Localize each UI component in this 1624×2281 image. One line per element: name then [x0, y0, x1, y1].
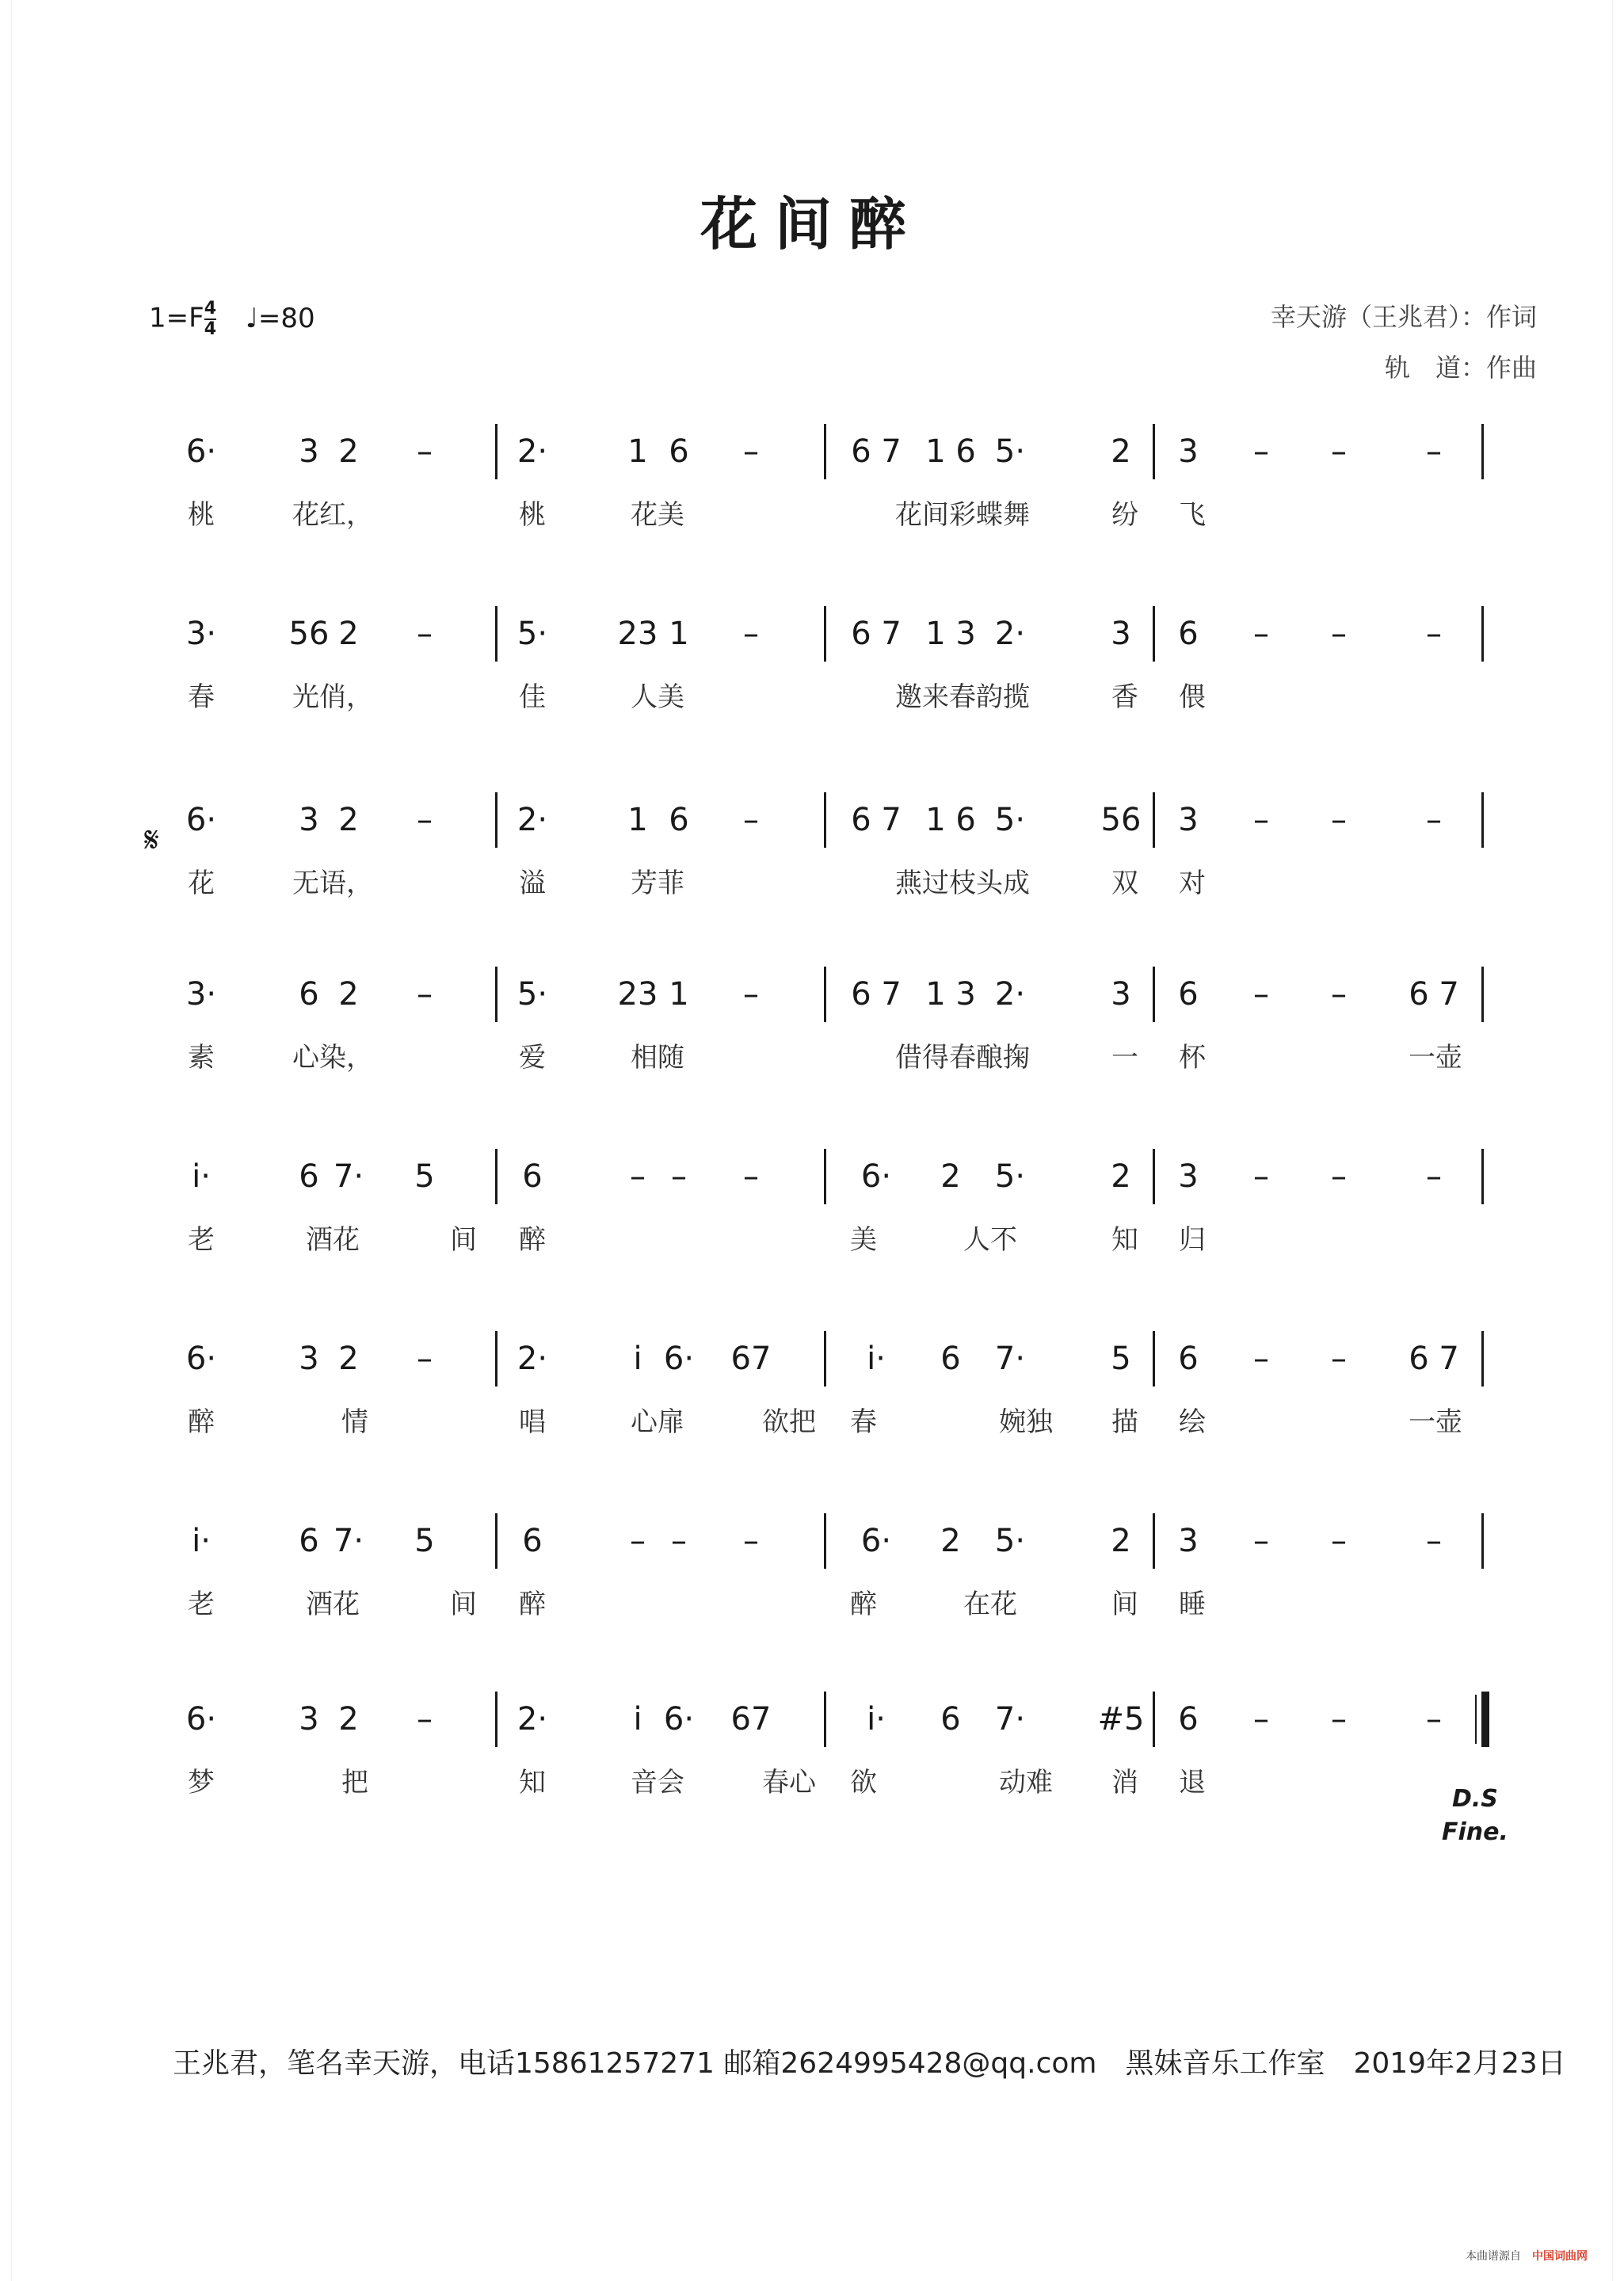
note-r4-9: 2 — [940, 1158, 961, 1195]
note-r0-14: – — [1331, 433, 1347, 470]
note-r6-4: 6 — [522, 1523, 543, 1559]
barline — [495, 424, 497, 479]
song-title: 花间醉 — [700, 190, 924, 257]
note-r6-2: 7· — [333, 1523, 364, 1559]
note-r0-15: – — [1426, 433, 1442, 470]
note-r2-12: 3 — [1178, 802, 1199, 838]
barline — [1481, 606, 1484, 662]
note-r0-7: – — [743, 433, 759, 470]
lyric-r3-4: 借得春酿掬 — [895, 1042, 1030, 1074]
note-r7-14: – — [1331, 1701, 1347, 1737]
note-r5-6: 6· — [663, 1341, 695, 1377]
lyric-r4-4: 美 — [850, 1224, 877, 1256]
barline — [1153, 1692, 1155, 1747]
composer-credit: 轨 道：作曲 — [1384, 353, 1537, 383]
note-r6-0: i· — [192, 1523, 211, 1559]
note-r2-5: 1 — [627, 802, 648, 838]
note-r5-7: 67 — [730, 1341, 772, 1377]
note-r1-10: 2· — [994, 616, 1026, 652]
note-r5-1: 3 — [299, 1341, 319, 1377]
note-r2-11: 56 — [1100, 802, 1142, 838]
note-r7-2: 2 — [338, 1701, 359, 1737]
lyric-r0-0: 桃 — [188, 499, 215, 531]
lyric-r6-4: 醉 — [850, 1589, 877, 1620]
note-r1-12: 6 — [1178, 616, 1199, 652]
barline — [1481, 424, 1484, 479]
lyric-r2-5: 双 — [1111, 868, 1138, 899]
footer-contact: 王兆君，笔名幸天游，电话15861257271 邮箱2624995428@qq.com 黑妹音乐工作室 2019年2月23日 — [173, 2047, 1566, 2080]
barline — [495, 792, 497, 848]
note-r6-5: – — [630, 1523, 646, 1559]
note-r6-15: – — [1426, 1523, 1442, 1559]
note-r4-10: 5· — [994, 1158, 1026, 1195]
barline — [1153, 792, 1155, 848]
note-r7-9: 6 — [940, 1701, 961, 1737]
note-r0-10: 5· — [994, 433, 1026, 470]
note-r7-10: 7· — [994, 1701, 1026, 1737]
note-r7-4: 2· — [517, 1701, 548, 1737]
note-r7-15: – — [1426, 1701, 1442, 1737]
note-r7-12: 6 — [1178, 1701, 1199, 1737]
note-r6-8: 6· — [860, 1523, 892, 1559]
note-r3-8: 6 7 — [851, 976, 902, 1013]
note-r2-10: 5· — [994, 802, 1026, 838]
lyric-r4-6: 知 — [1111, 1224, 1138, 1256]
note-r3-3: – — [417, 976, 433, 1013]
note-r5-12: 6 — [1178, 1341, 1199, 1377]
note-r6-12: 3 — [1178, 1523, 1199, 1559]
lyric-r3-3: 相随 — [631, 1042, 684, 1074]
lyric-r5-8: 绘 — [1179, 1406, 1206, 1438]
barline — [1481, 792, 1484, 848]
lyric-r2-6: 对 — [1179, 868, 1206, 899]
note-r1-15: – — [1426, 616, 1442, 652]
lyric-r7-2: 知 — [519, 1767, 546, 1798]
note-r4-3: 5 — [414, 1158, 435, 1195]
lyric-r0-3: 花美 — [631, 499, 684, 531]
note-r3-2: 2 — [338, 976, 359, 1013]
lyric-r2-3: 芳菲 — [631, 868, 684, 899]
barline — [1481, 1692, 1489, 1747]
note-r3-14: – — [1331, 976, 1347, 1013]
note-r6-6: – — [671, 1523, 687, 1559]
lyric-r4-0: 老 — [188, 1224, 215, 1256]
lyric-r7-6: 动难 — [999, 1767, 1053, 1798]
lyric-r1-2: 佳 — [519, 681, 546, 713]
note-r5-10: 7· — [994, 1341, 1026, 1377]
barline — [495, 606, 497, 662]
note-r7-5: i — [633, 1701, 642, 1737]
note-r1-9: 1 3 — [925, 616, 976, 652]
note-r7-6: 6· — [663, 1701, 695, 1737]
note-r5-11: 5 — [1111, 1341, 1131, 1377]
note-r1-11: 3 — [1111, 616, 1131, 652]
note-r3-6: 1 — [669, 976, 689, 1013]
lyric-r0-1: 花红， — [292, 499, 373, 531]
barline — [495, 1331, 497, 1387]
lyric-r6-3: 醉 — [519, 1589, 546, 1620]
note-r0-4: 2· — [517, 433, 548, 470]
lyric-r1-1: 光俏， — [292, 681, 373, 713]
barline — [1153, 606, 1155, 662]
lyricist-credit: 幸天游（王兆君）：作词 — [1270, 302, 1537, 332]
note-r4-2: 7· — [333, 1158, 364, 1195]
note-r6-3: 5 — [414, 1523, 435, 1559]
note-r7-0: 6· — [185, 1701, 217, 1737]
note-r4-0: i· — [192, 1158, 211, 1195]
note-r7-1: 3 — [299, 1701, 319, 1737]
lyric-r4-1: 酒花 — [306, 1224, 360, 1256]
note-r3-12: 6 — [1178, 976, 1199, 1013]
note-r4-14: – — [1331, 1158, 1347, 1195]
lyric-r6-7: 睡 — [1179, 1589, 1206, 1620]
barline — [495, 1513, 497, 1569]
note-r7-3: – — [417, 1701, 433, 1737]
lyric-r2-0: 花 — [188, 868, 215, 899]
note-r3-4: 5· — [517, 976, 548, 1013]
note-r6-14: – — [1331, 1523, 1347, 1559]
lyric-r7-4: 春心 — [762, 1767, 816, 1798]
lyric-r5-5: 春 — [850, 1406, 877, 1438]
barline — [495, 1149, 497, 1204]
source-brand: 本曲谱源自 中国词曲网 — [1466, 2250, 1588, 2263]
note-r1-1: 56 — [288, 616, 330, 652]
note-r0-5: 1 — [627, 433, 648, 470]
tempo-mark: ♩=80 — [245, 302, 315, 334]
note-r5-9: 6 — [940, 1341, 961, 1377]
note-r3-10: 2· — [994, 976, 1026, 1013]
note-r2-1: 3 — [299, 802, 319, 838]
lyric-r3-7: 一壶 — [1409, 1042, 1462, 1074]
note-r7-11: #5 — [1097, 1701, 1145, 1737]
note-r4-5: – — [630, 1158, 646, 1195]
barline — [824, 967, 826, 1022]
lyric-r1-0: 春 — [188, 681, 215, 713]
note-r7-8: i· — [867, 1701, 886, 1737]
note-r4-1: 6 — [299, 1158, 319, 1195]
barline — [495, 1692, 497, 1747]
note-r4-13: – — [1253, 1158, 1269, 1195]
note-r3-11: 3 — [1111, 976, 1131, 1013]
note-r1-14: – — [1331, 616, 1347, 652]
note-r1-5: 23 — [617, 616, 658, 652]
note-r7-7: 67 — [730, 1701, 772, 1737]
note-r3-1: 6 — [299, 976, 319, 1013]
note-r1-7: – — [743, 616, 759, 652]
lyric-r0-6: 飞 — [1179, 499, 1206, 531]
note-r3-0: 3· — [185, 976, 217, 1013]
note-r5-5: i — [633, 1341, 642, 1377]
note-r3-13: – — [1253, 976, 1269, 1013]
note-r1-3: – — [417, 616, 433, 652]
note-r0-8: 6 7 — [851, 433, 902, 470]
lyric-r1-3: 人美 — [631, 681, 684, 713]
lyric-r5-4: 欲把 — [762, 1406, 816, 1438]
barline — [824, 1513, 826, 1569]
note-r4-11: 2 — [1111, 1158, 1131, 1195]
barline — [1153, 424, 1155, 479]
note-r6-9: 2 — [940, 1523, 961, 1559]
note-r1-6: 1 — [669, 616, 689, 652]
key-label: 1=F — [149, 302, 204, 334]
lyric-r2-1: 无语， — [292, 868, 373, 899]
lyric-r1-4: 邀来春韵揽 — [895, 681, 1030, 713]
ds-fine-mark: D.S Fine. — [1442, 1785, 1508, 1846]
note-r0-6: 6 — [669, 433, 689, 470]
barline — [1481, 1331, 1484, 1387]
note-r5-14: – — [1331, 1341, 1347, 1377]
lyric-r7-1: 把 — [341, 1767, 368, 1798]
lyric-r3-2: 爱 — [519, 1042, 546, 1074]
lyric-r3-5: 一 — [1111, 1042, 1138, 1074]
note-r4-12: 3 — [1178, 1158, 1199, 1195]
barline — [824, 792, 826, 848]
lyric-r3-0: 素 — [188, 1042, 215, 1074]
lyric-r6-0: 老 — [188, 1589, 215, 1620]
lyric-r4-5: 人不 — [963, 1224, 1017, 1256]
lyric-r3-1: 心染， — [292, 1042, 373, 1074]
note-r5-2: 2 — [338, 1341, 359, 1377]
lyric-r4-2: 间 — [450, 1224, 477, 1256]
note-r7-13: – — [1253, 1701, 1269, 1737]
lyric-r5-0: 醉 — [188, 1406, 215, 1438]
lyric-r1-5: 香 — [1111, 681, 1138, 713]
lyric-r2-4: 燕过枝头成 — [895, 868, 1030, 899]
lyric-r4-7: 归 — [1179, 1224, 1206, 1256]
note-r2-8: 6 7 — [851, 802, 902, 838]
note-r0-9: 1 6 — [925, 433, 976, 470]
note-r4-7: – — [743, 1158, 759, 1195]
note-r2-7: – — [743, 802, 759, 838]
note-r2-2: 2 — [338, 802, 359, 838]
lyric-r6-5: 在花 — [963, 1589, 1017, 1620]
note-r4-4: 6 — [522, 1158, 543, 1195]
note-r3-15: 6 7 — [1409, 976, 1459, 1013]
note-r1-8: 6 7 — [851, 616, 902, 652]
lyric-r2-2: 溢 — [519, 868, 546, 899]
lyric-r0-5: 纷 — [1111, 499, 1138, 531]
barline — [1481, 1513, 1484, 1569]
lyric-r6-6: 间 — [1111, 1589, 1138, 1620]
note-r4-8: 6· — [860, 1158, 892, 1195]
barline — [1481, 1149, 1484, 1204]
barline — [1153, 1149, 1155, 1204]
note-r6-11: 2 — [1111, 1523, 1131, 1559]
note-r5-0: 6· — [185, 1341, 217, 1377]
lyric-r7-3: 音会 — [631, 1767, 684, 1798]
lyric-r4-3: 醉 — [519, 1224, 546, 1256]
note-r1-4: 5· — [517, 616, 548, 652]
note-r5-8: i· — [867, 1341, 886, 1377]
note-r3-9: 1 3 — [925, 976, 976, 1013]
note-r3-5: 23 — [617, 976, 658, 1013]
barline — [824, 1331, 826, 1387]
note-r5-15: 6 7 — [1409, 1341, 1459, 1377]
lyric-r5-2: 唱 — [519, 1406, 546, 1438]
barline — [1153, 967, 1155, 1022]
note-r3-7: – — [743, 976, 759, 1013]
note-r0-1: 3 — [299, 433, 319, 470]
lyric-r5-9: 一壶 — [1409, 1406, 1462, 1438]
lyric-r5-3: 心扉 — [631, 1406, 684, 1438]
barline — [824, 1149, 826, 1204]
note-r1-0: 3· — [185, 616, 217, 652]
barline — [824, 606, 826, 662]
note-r6-10: 5· — [994, 1523, 1026, 1559]
barline — [1153, 1513, 1155, 1569]
note-r5-4: 2· — [517, 1341, 548, 1377]
note-r1-13: – — [1253, 616, 1269, 652]
lyric-r7-7: 消 — [1111, 1767, 1138, 1798]
lyric-r5-7: 描 — [1111, 1406, 1138, 1438]
note-r4-15: – — [1426, 1158, 1442, 1195]
lyric-r5-6: 婉独 — [999, 1406, 1053, 1438]
note-r2-4: 2· — [517, 802, 548, 838]
note-r2-9: 1 6 — [925, 802, 976, 838]
barline — [824, 1692, 826, 1747]
lyric-r0-2: 桃 — [519, 499, 546, 531]
lyric-r1-6: 偎 — [1179, 681, 1206, 713]
note-r5-3: – — [417, 1341, 433, 1377]
barline — [495, 967, 497, 1022]
lyric-r7-8: 退 — [1179, 1767, 1206, 1798]
note-r0-12: 3 — [1178, 433, 1199, 470]
note-r0-11: 2 — [1111, 433, 1131, 470]
segno-sign: 𝄋 — [144, 820, 159, 860]
time-signature: $\frac{4}{4}$ — [204, 299, 216, 339]
barline — [1481, 967, 1484, 1022]
note-r0-2: 2 — [338, 433, 359, 470]
note-r6-7: – — [743, 1523, 759, 1559]
lyric-r0-4: 花间彩蝶舞 — [895, 499, 1030, 531]
lyric-r7-5: 欲 — [850, 1767, 877, 1798]
lyric-r6-1: 酒花 — [306, 1589, 360, 1620]
lyric-r6-2: 间 — [450, 1589, 477, 1620]
note-r5-13: – — [1253, 1341, 1269, 1377]
lyric-r5-1: 情 — [341, 1406, 368, 1438]
note-r6-1: 6 — [299, 1523, 319, 1559]
note-r0-3: – — [417, 433, 433, 470]
lyric-r3-6: 杯 — [1179, 1042, 1206, 1074]
note-r2-13: – — [1253, 802, 1269, 838]
barline — [1153, 1331, 1155, 1387]
note-r2-6: 6 — [669, 802, 689, 838]
note-r4-6: – — [671, 1158, 687, 1195]
note-r0-0: 6· — [185, 433, 217, 470]
note-r2-3: – — [417, 802, 433, 838]
barline — [824, 424, 826, 479]
note-r2-15: – — [1426, 802, 1442, 838]
note-r2-0: 6· — [185, 802, 217, 838]
note-r0-13: – — [1253, 433, 1269, 470]
lyric-r7-0: 梦 — [188, 1767, 215, 1798]
note-r2-14: – — [1331, 802, 1347, 838]
note-r6-13: – — [1253, 1523, 1269, 1559]
note-r1-2: 2 — [338, 616, 359, 652]
